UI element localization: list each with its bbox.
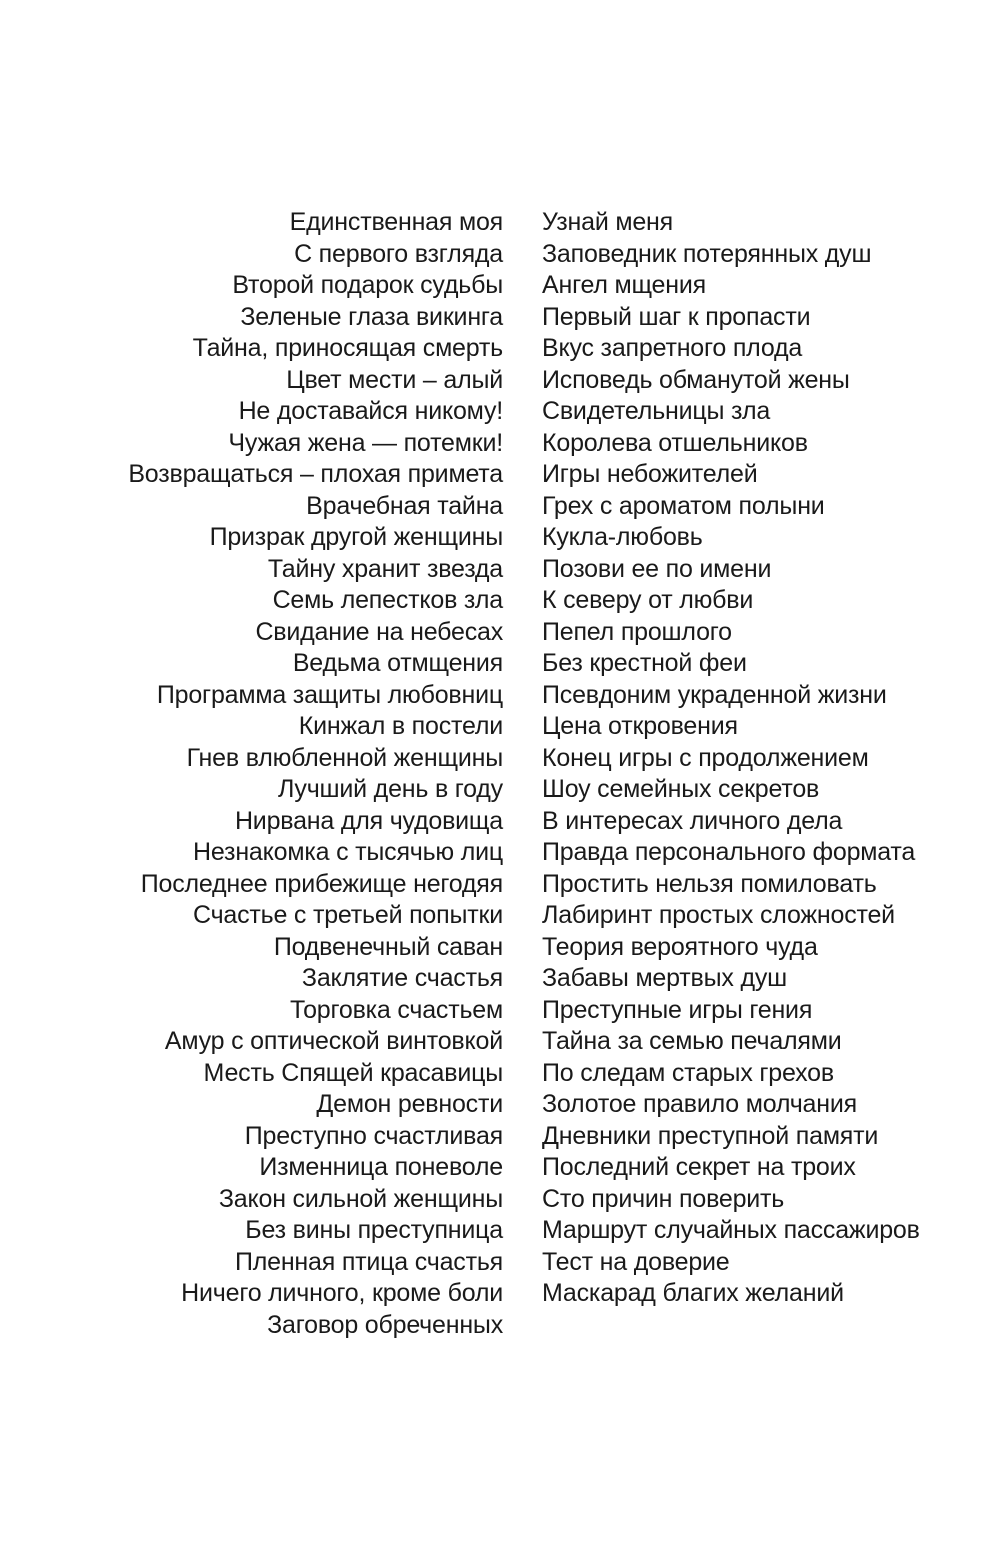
right-title-item: Тайна за семью печалями	[542, 1027, 842, 1055]
right-title-item: Ангел мщения	[542, 271, 706, 299]
right-title-item: Пепел прошлого	[542, 617, 732, 646]
left-title-item: Второй подарок судьбы	[232, 271, 503, 299]
right-title-item: Без крестной феи	[542, 649, 747, 677]
right-title-item: Грех с ароматом полыни	[542, 491, 825, 520]
left-title-item: Семь лепестков зла	[272, 586, 503, 614]
right-title-column	[542, 207, 920, 1310]
right-title-item: По следам старых грехов	[542, 1058, 834, 1087]
left-title-item: Гнев влюбленной женщины	[186, 743, 503, 772]
right-title-item: Правда персонального формата	[542, 838, 916, 866]
left-title-item: Нирвана для чудовища	[234, 806, 503, 835]
right-title-item: Заповедник потерянных душ	[542, 239, 872, 268]
right-title-item: В интересах личного дела	[542, 806, 843, 835]
left-title-item: Заговор обреченных	[267, 1310, 503, 1339]
right-title-item: Позови ее по имени	[542, 554, 772, 583]
left-title-item: Пленная птица счастья	[234, 1247, 503, 1276]
left-title-item: Зеленые глаза викинга	[240, 302, 503, 331]
left-title-item: Заклятие счастья	[301, 964, 503, 992]
right-title-item: Узнай меня	[542, 208, 673, 236]
left-title-column	[128, 207, 503, 1341]
left-title-item: Свидание на небесах	[255, 617, 503, 646]
right-title-item: Королева отшельников	[542, 428, 808, 457]
right-title-item: Золотое правило молчания	[542, 1090, 857, 1118]
left-title-item: Лучший день в году	[277, 775, 503, 803]
right-title-item: Теория вероятного чуда	[542, 932, 818, 961]
left-title-item: Незнакомка с тысячью лиц	[193, 838, 503, 866]
left-title-item: С первого взгляда	[294, 239, 503, 268]
right-title-item: К северу от любви	[542, 586, 754, 614]
right-title-item: Маскарад благих желаний	[542, 1279, 844, 1307]
left-title-item: Амур с оптической винтовкой	[164, 1027, 503, 1055]
right-title-item: Первый шаг к пропасти	[542, 302, 811, 331]
left-title-item: Программа защиты любовниц	[156, 680, 503, 709]
right-title-item: Преступные игры гения	[542, 995, 813, 1024]
left-title-item: Чужая жена — потемки!	[228, 428, 503, 457]
right-title-item: Кукла-любовь	[542, 523, 703, 551]
left-title-item: Преступно счастливая	[244, 1121, 503, 1150]
right-title-item: Шоу семейных секретов	[542, 775, 820, 803]
left-title-item: Врачебная тайна	[306, 491, 503, 520]
right-title-item: Забавы мертвых душ	[542, 964, 787, 992]
left-title-item: Без вины преступница	[245, 1216, 503, 1244]
left-title-item: Тайна, приносящая смерть	[192, 334, 503, 362]
left-title-item: Кинжал в постели	[298, 712, 503, 740]
left-title-item: Закон сильной женщины	[218, 1184, 503, 1213]
right-title-item: Последний секрет на троих	[542, 1153, 856, 1181]
right-title-item: Конец игры с продолжением	[542, 743, 869, 772]
right-title-item: Вкус запретного плода	[542, 334, 803, 362]
left-title-item: Возвращаться – плохая примета	[128, 460, 503, 488]
left-title-item: Ведьма отмщения	[292, 649, 503, 677]
left-title-item: Не доставайся никому!	[238, 397, 503, 425]
left-title-item: Последнее прибежище негодяя	[140, 869, 503, 898]
left-title-item: Счастье с третьей попытки	[193, 901, 503, 929]
right-title-item: Псевдоним украденной жизни	[542, 680, 887, 709]
left-title-item: Тайну хранит звезда	[267, 554, 503, 583]
left-title-item: Изменница поневоле	[259, 1153, 503, 1181]
right-title-item: Исповедь обманутой жены	[542, 365, 850, 394]
right-title-item: Цена откровения	[542, 712, 738, 740]
right-title-item: Простить нельзя помиловать	[542, 869, 877, 898]
left-title-item: Цвет мести – алый	[286, 365, 503, 394]
left-title-item: Ничего личного, кроме боли	[181, 1279, 503, 1307]
left-title-item: Торговка счастьем	[289, 995, 503, 1024]
right-title-item: Игры небожителей	[542, 460, 758, 488]
right-title-item: Маршрут случайных пассажиров	[542, 1216, 920, 1244]
right-title-item: Дневники преступной памяти	[542, 1121, 879, 1150]
left-title-item: Единственная моя	[289, 208, 503, 236]
left-title-item: Подвенечный саван	[273, 932, 503, 961]
right-title-item: Лабиринт простых сложностей	[542, 901, 895, 929]
left-title-item: Месть Спящей красавицы	[203, 1058, 503, 1087]
right-title-item: Тест на доверие	[542, 1247, 730, 1276]
right-title-item: Свидетельницы зла	[542, 397, 771, 425]
left-title-item: Призрак другой женщины	[209, 523, 503, 551]
right-title-item: Сто причин поверить	[542, 1184, 785, 1213]
left-title-item: Демон ревности	[316, 1090, 503, 1118]
